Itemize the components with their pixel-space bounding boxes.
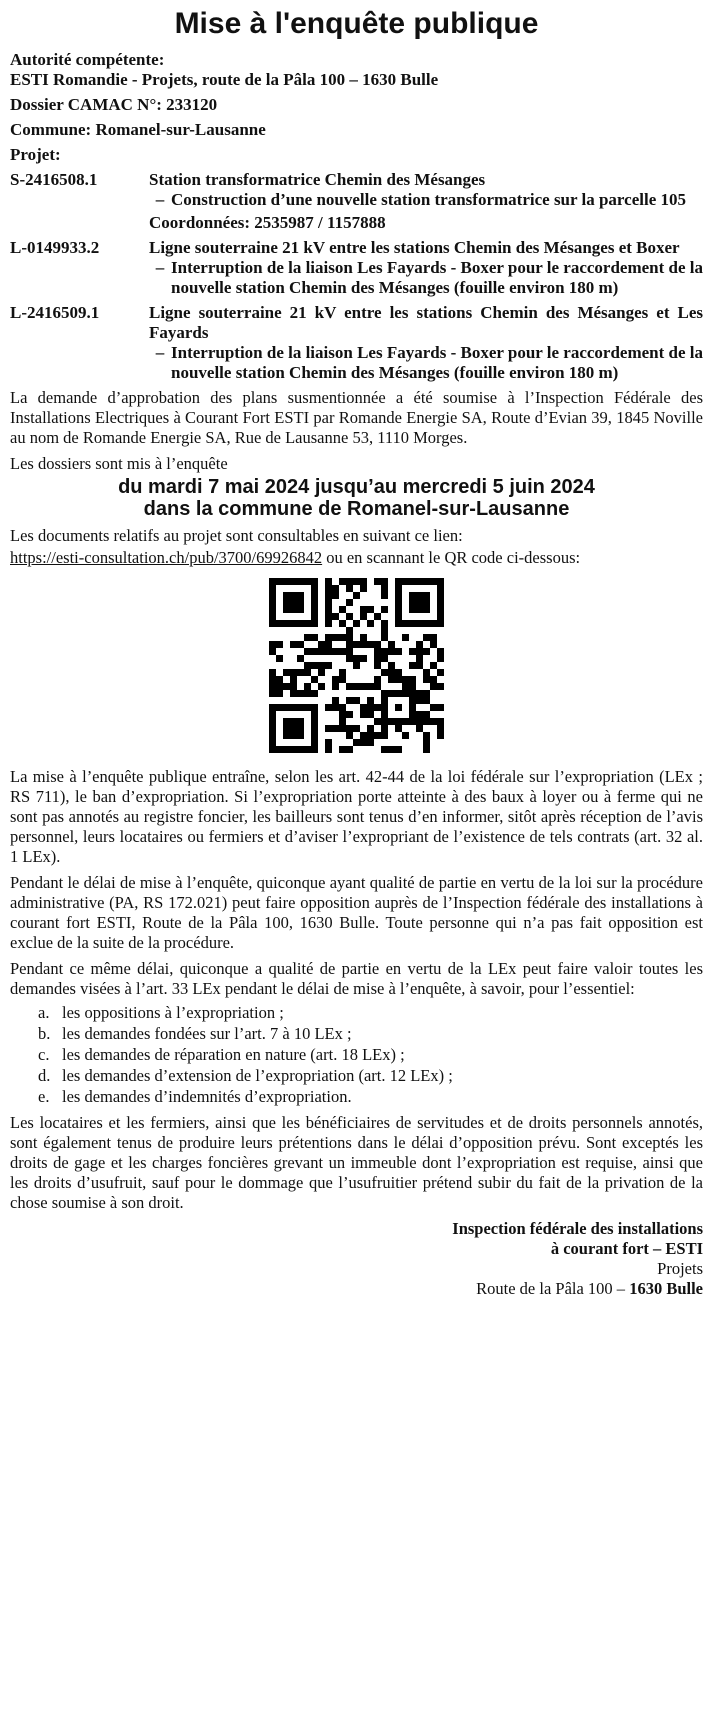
link-paragraph [10,548,703,568]
delay-paragraph: Pendant ce même délai, quiconque a qualité de partie en vertu de la LEx peut faire valoir toutes les demandes visées à l’art. 33 LEx pendant le délai de mise à l’enquête, à savoir, pour l’essentiel: [10,959,703,998]
project-detail: Interruption de la liaison Les Fayards - Boxer pour le raccordement de la nouvelle station Chemin des Mésanges (fouille environ 180 m) [171,343,704,382]
project-detail: Construction d’une nouvelle station transformatrice sur la parcelle 105 [171,190,686,209]
tenants-paragraph: Les locataires et les fermiers, ainsi que les bénéficiaires de servitudes et de droits personnels annotés, sont également tenus de produire leurs prétentions dans le délai d’opposition prévu. Sont exceptés les droits de gage et les charges foncières grevant un immeuble dont l’expropriation est requise, ainsi que les droits d’usufruit, sauf pour le dommage que l’usufruitier prétend subir du fait de la privation de la chose soumise à son droit. [10,1113,703,1212]
authority-label: Autorité compétente: [10,50,165,69]
enquiry-dates: du mardi 7 mai 2024 jusqu’au mercredi 5 juin 2024 [118,476,595,498]
consultation-link[interactable]: https://esti-consultation.ch/pub/3700/69926842 [10,548,323,567]
list-item: e. les demandes d’indemnités d’expropriation. [38,1087,352,1106]
authority-value: ESTI Romandie - Projets, route de la Pâla 100 – 1630 Bulle [10,70,439,89]
signature-line: Projets [657,1259,703,1278]
signature-line: Inspection fédérale des installations [452,1219,703,1238]
application-paragraph: La demande d’approbation des plans susmentionnée a été soumise à l’Inspection Fédérale des Installations Electriques à Courant Fort ESTI par Romande Energie SA, Route d’Evian 39, 1845 Noville au nom de Romande Energie SA, Rue de Lausanne 53, 1110 Morges. [10,388,703,447]
dash-marker: – [155,190,165,209]
list-item: c. les demandes de réparation en nature (art. 18 LEx) ; [38,1045,405,1064]
dash-marker: – [155,258,165,277]
opposition-paragraph: Pendant le délai de mise à l’enquête, quiconque ayant qualité de partie en vertu de la loi sur la procédure administrative (PA, RS 172.021) peut faire opposition auprès de l’Inspection fédérale des installations à courant fort ESTI, Route de la Pâla 100, 1630 Bulle. Toute personne qui n’a pas fait opposition est exclue de la suite de la procédure. [10,873,703,952]
page-title: Mise à l'enquête publique [174,7,539,40]
list-item: b. les demandes fondées sur l’art. 7 à 10 LEx ; [38,1024,352,1043]
project-code: L-0149933.2 [10,238,100,257]
project-detail: Interruption de la liaison Les Fayards - Boxer pour le raccordement de la nouvelle station Chemin des Mésanges (fouille environ 180 m) [171,258,704,297]
qr-code[interactable] [269,578,444,753]
list-item: d. les demandes d’extension de l’expropriation (art. 12 LEx) ; [38,1066,453,1085]
project-entry [10,170,703,233]
project-entry [10,303,703,383]
signature-address: Route de la Pâla 100 – 1630 Bulle [476,1279,703,1298]
link-suffix: ou en scannant le QR code ci-dessous: [322,548,581,567]
list-item: a. les oppositions à l’expropriation ; [38,1003,284,1022]
dash-marker: – [155,343,165,362]
project-name: Station transformatrice Chemin des Mésanges [149,170,486,189]
project-code: S-2416508.1 [10,170,98,189]
commune: Commune: Romanel-sur-Lausanne [10,120,266,139]
projet-label: Projet: [10,145,61,164]
signature-line: à courant fort – ESTI [550,1239,703,1258]
expropriation-paragraph: La mise à l’enquête publique entraîne, selon les art. 42-44 de la loi fédérale sur l’expropriation (LEx ; RS 711), le ban d’expropriation. Si l’expropriation porte atteinte à des baux à loyer ou à ferme qui ne sont pas annotés au registre foncier, les bailleurs sont tenus d’en informer, sitôt après réception de l’avis personnel, leurs locataires ou fermiers et d’aviser l’expropriant de l’existence de tels contrats (art. 32 al. 1 LEx). [10,767,703,866]
project-code: L-2416509.1 [10,303,100,322]
signature-block [10,1219,703,1299]
enquiry-intro: Les dossiers sont mis à l’enquête [10,454,228,473]
project-name: Ligne souterraine 21 kV entre les stations Chemin des Mésanges et Les Fayards [149,303,703,342]
documents-paragraph: Les documents relatifs au projet sont consultables en suivant ce lien: [10,526,463,545]
project-entry [10,238,703,298]
claims-list [10,1002,703,1107]
project-coordinates: Coordonnées: 2535987 / 1157888 [149,213,386,232]
dossier-number: Dossier CAMAC N°: 233120 [10,95,218,114]
project-name: Ligne souterraine 21 kV entre les stations Chemin des Mésanges et Boxer [149,238,680,257]
enquiry-commune: dans la commune de Romanel-sur-Lausanne [143,498,570,520]
